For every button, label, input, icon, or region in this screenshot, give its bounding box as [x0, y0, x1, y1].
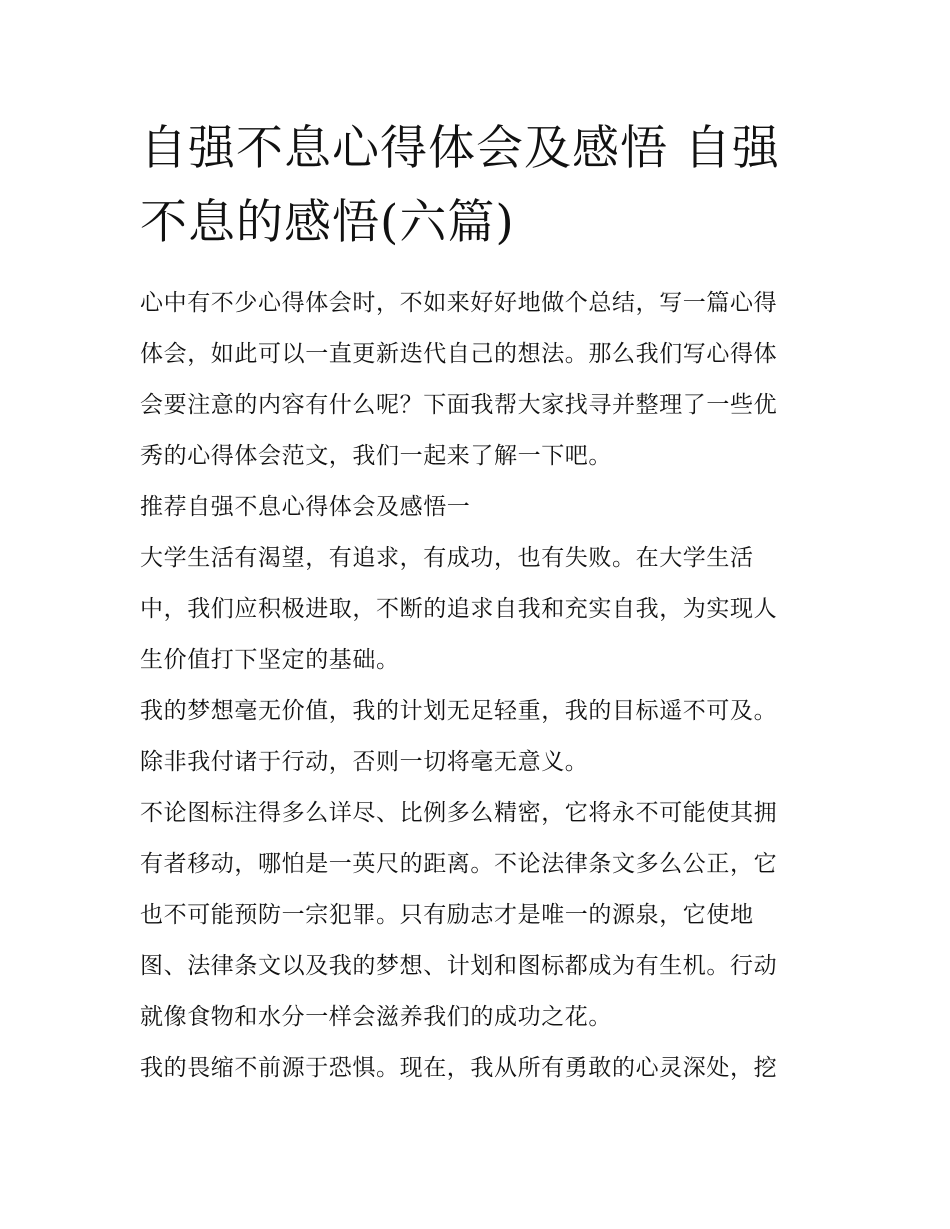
- body-line: 心中有不少心得体会时，不如来好好地做个总结，写一篇心得: [140, 290, 778, 316]
- title-line-1: 自强不息心得体会及感悟 自强: [140, 121, 780, 176]
- body-line: 就像食物和水分一样会滋养我们的成功之花。: [140, 1004, 612, 1030]
- body-line: 生价值打下坚定的基础。: [140, 647, 400, 673]
- body-line: 也不可能预防一宗犯罪。只有励志才是唯一的源泉，它使地: [140, 902, 754, 928]
- body-line: 体会，如此可以一直更新迭代自己的想法。那么我们写心得体: [140, 341, 778, 367]
- body-line: 大学生活有渴望，有追求，有成功，也有失败。在大学生活: [140, 545, 754, 571]
- document-title: [140, 112, 820, 260]
- section-heading: 推荐自强不息心得体会及感悟一: [140, 494, 471, 520]
- document-body: [140, 278, 830, 1094]
- body-line: 会要注意的内容有什么呢？下面我帮大家找寻并整理了一些优: [140, 392, 778, 418]
- body-line: 有者移动，哪怕是一英尺的距离。不论法律条文多么公正，它: [140, 851, 778, 877]
- body-line: 中，我们应积极进取，不断的追求自我和充实自我，为实现人: [140, 596, 778, 622]
- body-line: 我的畏缩不前源于恐惧。现在，我从所有勇敢的心灵深处，挖: [140, 1055, 778, 1081]
- body-line: 除非我付诸于行动，否则一切将毫无意义。: [140, 749, 589, 775]
- title-line-2: 不息的感悟(六篇): [140, 195, 515, 250]
- body-line: 秀的心得体会范文，我们一起来了解一下吧。: [140, 443, 612, 469]
- body-line: 我的梦想毫无价值，我的计划无足轻重，我的目标遥不可及。: [140, 698, 778, 724]
- body-line: 图、法律条文以及我的梦想、计划和图标都成为有生机。行动: [140, 953, 778, 979]
- body-line: 不论图标注得多么详尽、比例多么精密，它将永不可能使其拥: [140, 800, 778, 826]
